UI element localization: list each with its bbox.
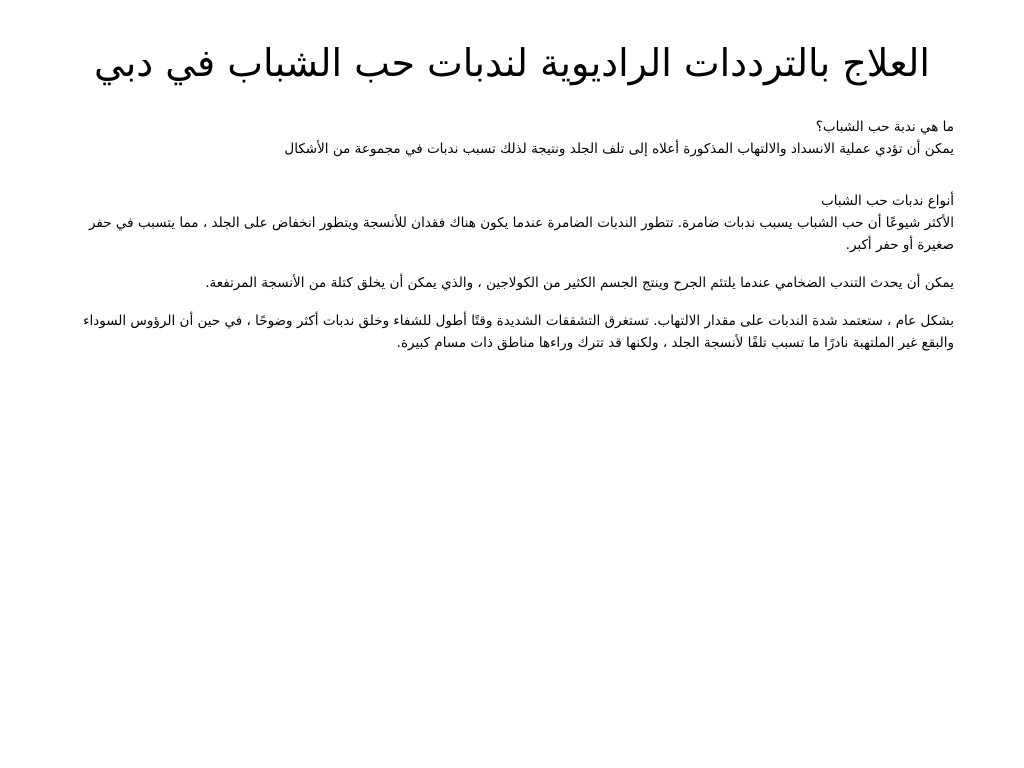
section-heading-types: أنواع ندبات حب الشباب xyxy=(821,193,954,209)
section-text-what: يمكن أن تؤدي عملية الانسداد والالتهاب المذكورة أعلاه إلى تلف الجلد ونتيجة لذلك تسبب ندبات في مجموعة من الأشكال xyxy=(284,141,954,157)
spacer xyxy=(72,176,954,190)
slide-body xyxy=(52,116,972,354)
section-heading-what: ما هي ندبة حب الشباب؟ xyxy=(815,119,954,135)
page-title: العلاج بالترددات الراديوية لندبات حب الشباب في دبي xyxy=(94,41,930,85)
section-text-general: بشكل عام ، ستعتمد شدة الندبات على مقدار الالتهاب. تستغرق التشققات الشديدة وقتًا أطول للشفاء وخلق ندبات أكثر وضوحًا ، في حين أن الرؤوس السوداء والبقع غير الملتهبة نادرًا ما تسبب تلفًا لأنسجة الجلد ، ولكنها قد تترك وراءها مناطق ذات مسام كبيرة. xyxy=(83,313,954,351)
section-text-hypertrophic: يمكن أن يحدث التندب الضخامي عندما يلتئم الجرح وينتج الجسم الكثير من الكولاجين ، والذي يمكن أن يخلق كتلة من الأنسجة المرتفعة. xyxy=(205,275,954,291)
section-text-types: الأكثر شيوعًا أن حب الشباب يسبب ندبات ضامرة. تتطور الندبات الضامرة عندما يكون هناك فقدان للأنسجة ويتطور انخفاض على الجلد ، مما يتسبب في حفر صغيرة أو حفر أكبر. xyxy=(88,215,954,253)
